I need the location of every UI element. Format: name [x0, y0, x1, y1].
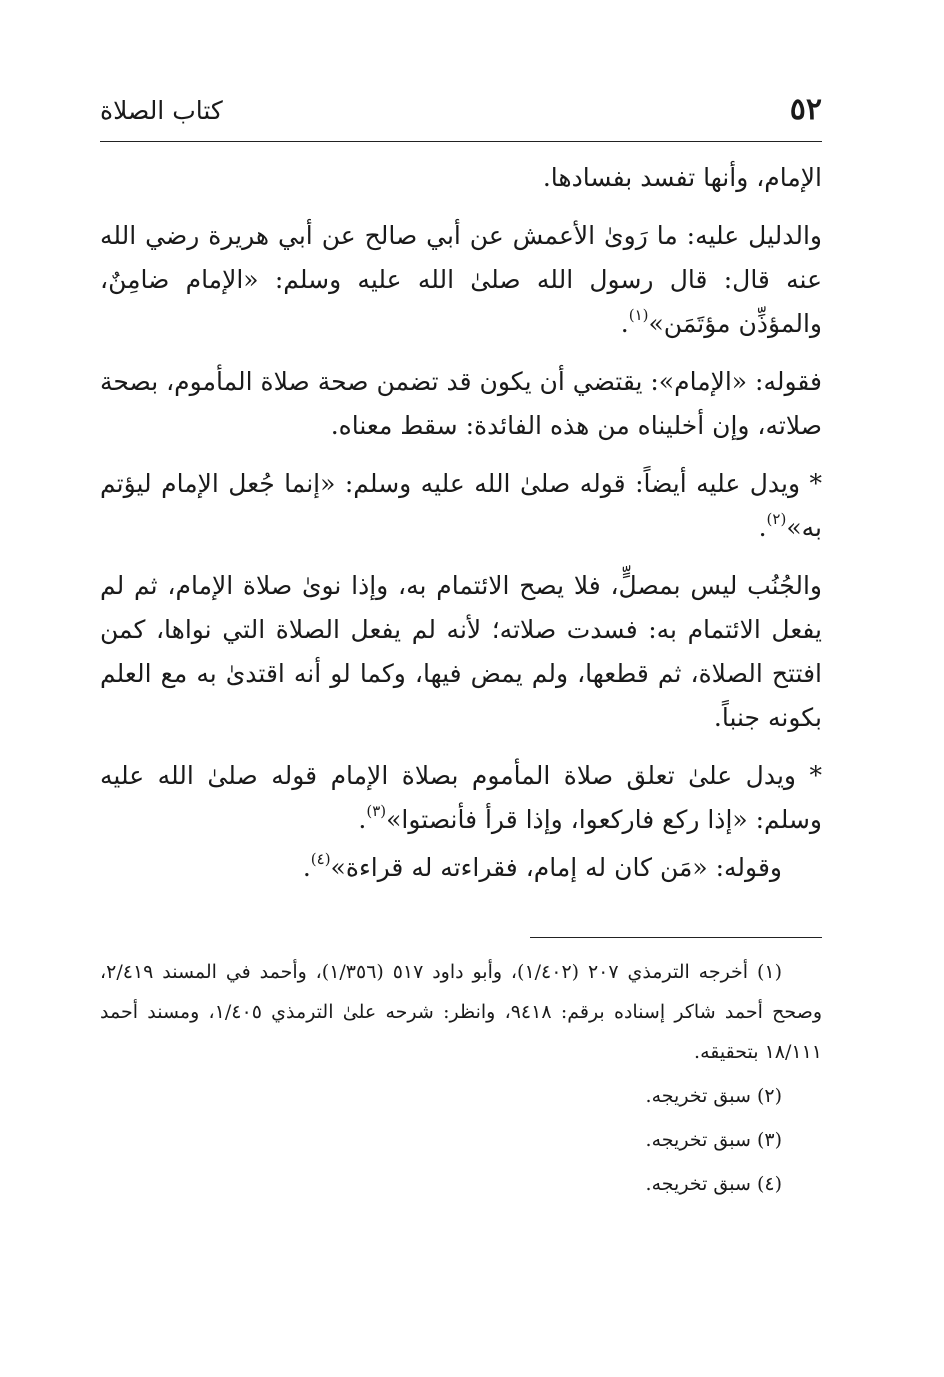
- footnote-ref-1[interactable]: (١): [628, 306, 649, 324]
- footnote-3: (٣) سبق تخريجه.: [645, 1129, 782, 1151]
- paragraph-1: الإمام، وأنها تفسد بفسادها.: [542, 163, 822, 192]
- footnote-1: (١) أخرجه الترمذي ٢٠٧ (١/٤٠٢)، وأبو داود ٥١٧ (١/٣٥٦)، وأحمد في المسند ٢/٤١٩، وصحح أحمد شاكر إسناده برقم: ٩٤١٨، وانظر: شرحه علىٰ الترمذي ١/٤٠٥، ومسند أحمد ١٨/١١١ بتحقيقه.: [100, 961, 822, 1063]
- paragraph-6: * ويدل علىٰ تعلق صلاة المأموم بصلاة الإمام قوله صلىٰ الله عليه وسلم: «إذا ركع فاركعوا، وإذا قرأ فأنصتوا»$^{(٣)}$.: [100, 761, 822, 834]
- footnote-divider: [530, 937, 822, 938]
- running-header: [100, 88, 822, 134]
- paragraph-4: * ويدل عليه أيضاً: قوله صلىٰ الله عليه وسلم: «إنما جُعل الإمام ليؤتم به»$^{(٢)}$.: [100, 469, 822, 542]
- book-title: كتاب الصلاة: [100, 96, 223, 125]
- paragraph-3: فقوله: «الإمام»: يقتضي أن يكون قد تضمن صحة صلاة المأموم، بصحة صلاته، وإن أخليناه من هذه الفائدة: سقط معناه.: [99, 367, 822, 440]
- page-number: ٥٢: [789, 92, 822, 127]
- paragraph-2: والدليل عليه: ما رَوىٰ الأعمش عن أبي صالح عن أبي هريرة رضي الله عنه قال: قال رسول الله صلىٰ الله عليه وسلم: «الإمام ضامِنٌ، والمؤذِّن مؤتَمَن»$^{(١)}$.: [100, 221, 822, 338]
- paragraph-7: وقوله: «مَن كان له إمام، فقراءته له قراءة»$^{(٤)}$.: [302, 850, 782, 882]
- footnote-4: (٤) سبق تخريجه.: [645, 1173, 782, 1195]
- footnote-2: (٢) سبق تخريجه.: [645, 1085, 782, 1107]
- footnotes: [100, 952, 822, 1208]
- header-divider: [100, 141, 822, 142]
- paragraph-5: والجُنُب ليس بمصلٍّ، فلا يصح الائتمام به، وإذا نوىٰ صلاة الإمام، ثم لم يفعل الائتمام به: فسدت صلاته؛ لأنه لم يفعل الصلاة التي نواها، كمن افتتح الصلاة، ثم قطعها، ولم يمض فيها، وكما لو أنه اقتدىٰ به مع العلم بكونه جنباً.: [100, 571, 822, 732]
- footnote-ref-3[interactable]: (٣): [366, 802, 387, 820]
- main-text: [100, 156, 822, 904]
- footnote-ref-4[interactable]: (٤): [310, 850, 331, 868]
- footnote-ref-2[interactable]: (٢): [766, 510, 787, 528]
